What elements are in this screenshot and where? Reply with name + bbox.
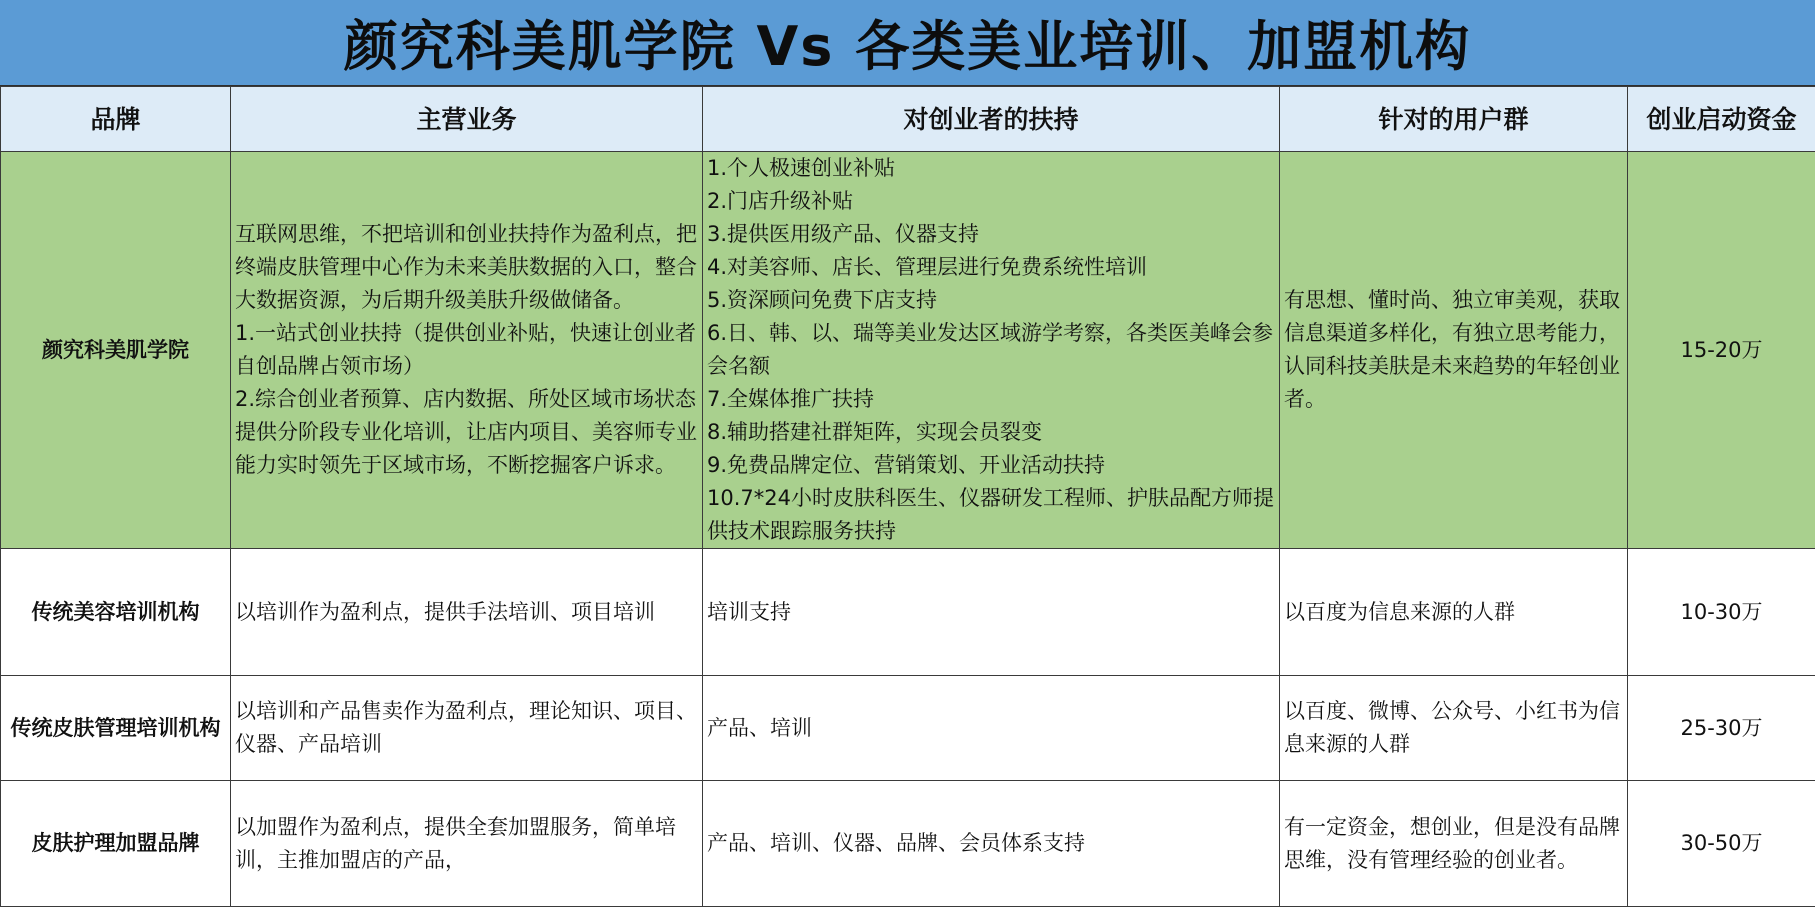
header-support: 对创业者的扶持 <box>703 87 1280 152</box>
audience-cell: 有一定资金，想创业，但是没有品牌思维，没有管理经验的创业者。 <box>1280 781 1628 907</box>
header-brand: 品牌 <box>1 87 231 152</box>
capital-cell: 10-30万 <box>1628 549 1815 676</box>
audience-cell: 以百度为信息来源的人群 <box>1280 549 1628 676</box>
list-item: 3.提供医用级产品、仪器支持 <box>707 222 980 246</box>
page-title: 颜究科美肌学院 Vs 各类美业培训、加盟机构 <box>343 15 1472 78</box>
brand-cell: 传统美容培训机构 <box>1 549 231 676</box>
title-bar <box>0 0 1815 86</box>
audience-cell: 有思想、懂时尚、独立审美观，获取信息渠道多样化，有独立思考能力，认同科技美肤是未来趋势的年轻创业者。 <box>1280 152 1628 549</box>
list-item: 10.7*24小时皮肤科医生、仪器研发工程师、护肤品配方师提供技术跟踪服务扶持 <box>707 486 1274 543</box>
comparison-table <box>0 86 1815 907</box>
support-cell: 培训支持 <box>703 549 1280 676</box>
brand-cell: 皮肤护理加盟品牌 <box>1 781 231 907</box>
list-item: 5.资深顾问免费下店支持 <box>707 288 938 312</box>
table-row <box>1 676 1815 781</box>
capital-cell: 25-30万 <box>1628 676 1815 781</box>
header-row <box>1 87 1815 152</box>
table-row <box>1 549 1815 676</box>
header-capital: 创业启动资金 <box>1628 87 1815 152</box>
business-cell: 互联网思维，不把培训和创业扶持作为盈利点，把终端皮肤管理中心作为未来美肤数据的入口，整合大数据资源，为后期升级美肤升级做储备。 1.一站式创业扶持（提供创业补贴，快速让创业者自创品牌占领市场） 2.综合创业者预算、店内数据、所处区域市场状态提供分阶段专业化培训，让店内项目、美容师专业能力实时领先于区域市场，不断挖掘客户诉求。 <box>231 152 703 549</box>
capital-cell: 15-20万 <box>1628 152 1815 549</box>
support-cell <box>703 152 1280 549</box>
brand-cell: 传统皮肤管理培训机构 <box>1 676 231 781</box>
support-cell: 产品、培训、仪器、品牌、会员体系支持 <box>703 781 1280 907</box>
list-item: 6.日、韩、以、瑞等美业发达区域游学考察，各类医美峰会参会名额 <box>707 321 1274 378</box>
list-item: 7.全媒体推广扶持 <box>707 387 875 411</box>
business-cell: 以培训和产品售卖作为盈利点，理论知识、项目、仪器、产品培训 <box>231 676 703 781</box>
support-list <box>707 152 1275 548</box>
audience-cell: 以百度、微博、公众号、小红书为信息来源的人群 <box>1280 676 1628 781</box>
table-row <box>1 152 1815 549</box>
header-business: 主营业务 <box>231 87 703 152</box>
list-item: 1.个人极速创业补贴 <box>707 156 896 180</box>
list-item: 2.门店升级补贴 <box>707 189 854 213</box>
list-item: 9.免费品牌定位、营销策划、开业活动扶持 <box>707 453 1106 477</box>
list-item: 8.辅助搭建社群矩阵，实现会员裂变 <box>707 420 1043 444</box>
list-item: 4.对美容师、店长、管理层进行免费系统性培训 <box>707 255 1148 279</box>
business-cell: 以加盟作为盈利点，提供全套加盟服务，简单培训，主推加盟店的产品， <box>231 781 703 907</box>
brand-cell: 颜究科美肌学院 <box>1 152 231 549</box>
support-cell: 产品、培训 <box>703 676 1280 781</box>
table-row <box>1 781 1815 907</box>
header-audience: 针对的用户群 <box>1280 87 1628 152</box>
capital-cell: 30-50万 <box>1628 781 1815 907</box>
business-cell: 以培训作为盈利点，提供手法培训、项目培训 <box>231 549 703 676</box>
